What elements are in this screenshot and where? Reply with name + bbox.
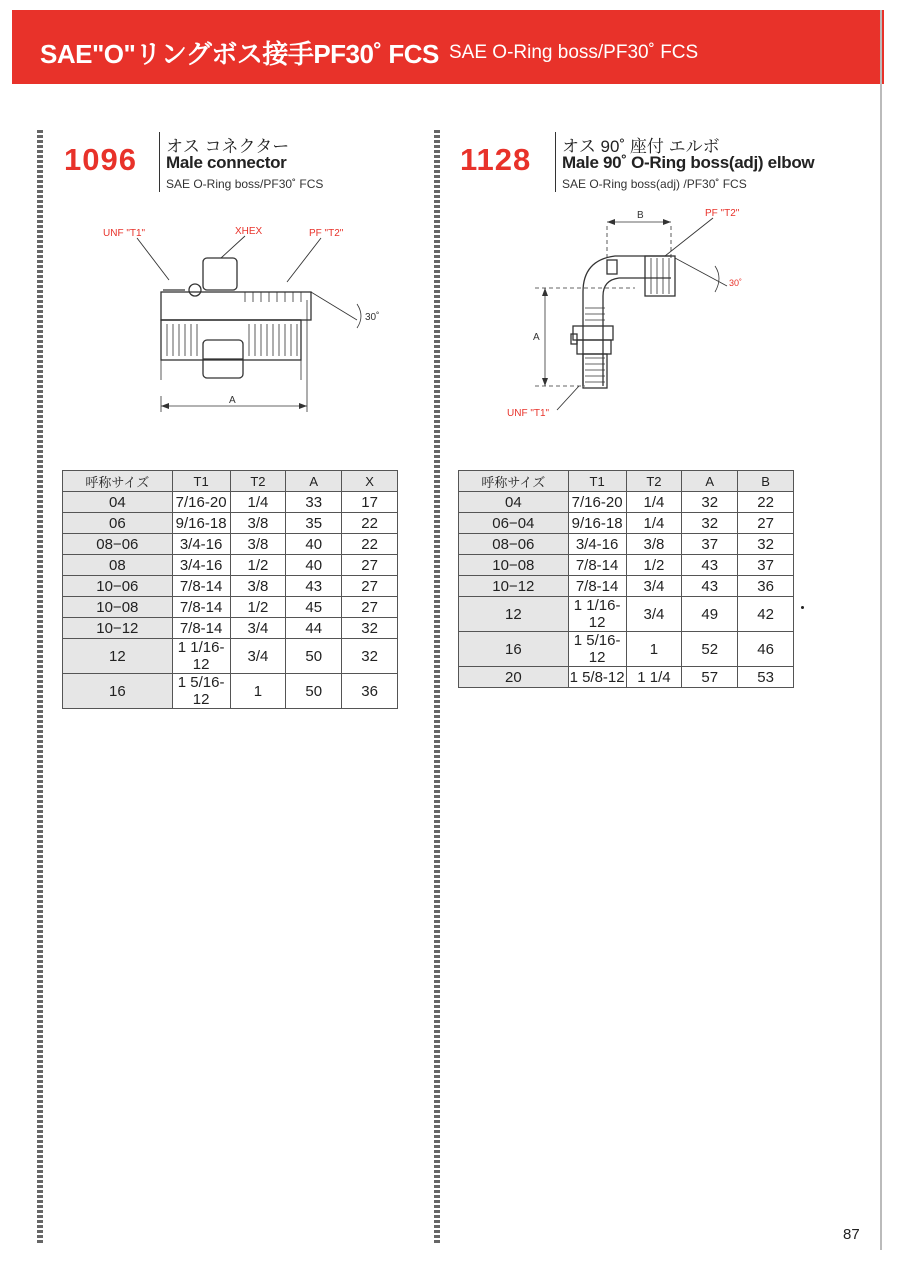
title-separator [159, 132, 160, 192]
label-dim-a: A [229, 395, 236, 406]
cell-t1: 7/16-20 [568, 492, 626, 513]
cell-x: 32 [342, 639, 398, 674]
cell-size: 12 [459, 597, 569, 632]
cell-size: 08 [63, 555, 173, 576]
cell-t2: 1 [230, 674, 286, 709]
cell-t2: 3/4 [230, 618, 286, 639]
page-edge-line [880, 10, 886, 1250]
col-header-a: A [682, 471, 738, 492]
cell-size: 16 [63, 674, 173, 709]
cell-x: 32 [342, 618, 398, 639]
table-row [459, 492, 794, 513]
cell-x: 27 [342, 576, 398, 597]
cell-t1: 7/8-14 [172, 618, 230, 639]
cell-t2: 1/2 [626, 555, 682, 576]
cell-size: 10−06 [63, 576, 173, 597]
cell-x: 27 [342, 597, 398, 618]
cell-t1: 7/8-14 [568, 576, 626, 597]
cell-t2: 3/8 [230, 576, 286, 597]
label-xhex: XHEX [235, 226, 263, 237]
cell-t1: 7/8-14 [568, 555, 626, 576]
cell-size: 06−04 [459, 513, 569, 534]
cell-a: 50 [286, 674, 342, 709]
spec-table-1128 [458, 470, 794, 688]
cell-t2: 1/2 [230, 555, 286, 576]
product-number-1096: 1096 [64, 142, 137, 177]
col-header-size: 呼称サイズ [459, 471, 569, 492]
cell-t2: 3/4 [230, 639, 286, 674]
spec-table-1096 [62, 470, 398, 709]
product-name-en: Male connector [166, 153, 287, 172]
cell-x: 17 [342, 492, 398, 513]
cell-a: 49 [682, 597, 738, 632]
cell-t1: 9/16-18 [172, 513, 230, 534]
cell-b: 37 [738, 555, 794, 576]
cell-t2: 3/4 [626, 576, 682, 597]
product-name-en: Male 90˚ O-Ring boss(adj) elbow [562, 153, 815, 172]
col-header-t2: T2 [230, 471, 286, 492]
product-subtitle: SAE O-Ring boss(adj) /PF30˚ FCS [562, 177, 747, 191]
cell-a: 50 [286, 639, 342, 674]
center-column-divider [434, 130, 440, 1245]
cell-a: 37 [682, 534, 738, 555]
cell-t1: 1 5/16-12 [568, 632, 626, 667]
cell-size: 16 [459, 632, 569, 667]
col-header-t1: T1 [568, 471, 626, 492]
table-row [63, 576, 398, 597]
table-row [63, 555, 398, 576]
cell-a: 40 [286, 534, 342, 555]
col-header-size: 呼称サイズ [63, 471, 173, 492]
cell-b: 27 [738, 513, 794, 534]
table-row [63, 674, 398, 709]
label-dim-a: A [533, 332, 540, 343]
cell-b: 53 [738, 667, 794, 688]
label-unf-t1: UNF "T1" [507, 408, 550, 419]
cell-t2: 3/8 [626, 534, 682, 555]
table-header-row [63, 471, 398, 492]
cell-a: 57 [682, 667, 738, 688]
table-row [63, 597, 398, 618]
cell-b: 46 [738, 632, 794, 667]
product-name-jp: オス コネクター [166, 137, 290, 156]
label-angle: 30˚ [365, 312, 380, 323]
cell-t2: 1 [626, 632, 682, 667]
cell-size: 10−08 [459, 555, 569, 576]
cell-size: 04 [63, 492, 173, 513]
cell-a: 52 [682, 632, 738, 667]
cell-x: 27 [342, 555, 398, 576]
cell-a: 32 [682, 513, 738, 534]
label-pf-t2: PF "T2" [309, 228, 344, 239]
cell-t1: 1 5/16-12 [172, 674, 230, 709]
cell-t1: 1 5/8-12 [569, 668, 625, 686]
table-row [63, 534, 398, 555]
cell-t1: 3/4-16 [172, 534, 230, 555]
table-header-row [459, 471, 794, 492]
cell-x: 36 [342, 674, 398, 709]
cell-t2: 1/4 [626, 492, 682, 513]
cell-x: 22 [342, 534, 398, 555]
page-number: 87 [843, 1226, 860, 1243]
cell-t2: 1/2 [230, 597, 286, 618]
cell-t2: 3/8 [230, 534, 286, 555]
table-row [459, 555, 794, 576]
cell-b: 36 [738, 576, 794, 597]
stray-dot [801, 606, 804, 609]
label-dim-b: B [637, 210, 644, 221]
table-row [459, 667, 794, 688]
cell-a: 32 [682, 492, 738, 513]
cell-b: 32 [738, 534, 794, 555]
cell-size: 10−12 [63, 618, 173, 639]
label-pf-t2: PF "T2" [705, 208, 740, 219]
table-row [63, 618, 398, 639]
col-header-x: X [342, 471, 398, 492]
cell-a: 43 [682, 576, 738, 597]
male-connector-drawing [95, 220, 395, 420]
table-row [63, 513, 398, 534]
cell-size: 08−06 [459, 534, 569, 555]
table-row [63, 492, 398, 513]
cell-size: 10−12 [459, 576, 569, 597]
title-separator [555, 132, 556, 192]
cell-b: 42 [738, 597, 794, 632]
cell-t1: 9/16-18 [568, 513, 626, 534]
cell-t1: 3/4-16 [568, 534, 626, 555]
cell-size: 06 [63, 513, 173, 534]
elbow-drawing [495, 200, 785, 430]
cell-a: 43 [682, 555, 738, 576]
cell-a: 45 [286, 597, 342, 618]
cell-t2: 1/4 [230, 492, 286, 513]
cell-size: 08−06 [63, 534, 173, 555]
cell-x: 22 [342, 513, 398, 534]
cell-t1: 3/4-16 [172, 555, 230, 576]
cell-t2: 3/4 [626, 597, 682, 632]
left-column-divider [37, 130, 43, 1245]
col-header-t1: T1 [172, 471, 230, 492]
table-row [459, 597, 794, 632]
cell-a: 40 [286, 555, 342, 576]
cell-t1: 1 1/16-12 [172, 639, 230, 674]
cell-t1: 7/8-14 [172, 597, 230, 618]
cell-t1: 7/16-20 [172, 492, 230, 513]
cell-size: 04 [459, 492, 569, 513]
cell-t1: 7/8-14 [172, 576, 230, 597]
label-unf-t1: UNF "T1" [103, 228, 146, 239]
table-row [63, 639, 398, 674]
page-header [12, 10, 884, 84]
cell-a: 43 [286, 576, 342, 597]
cell-a: 44 [286, 618, 342, 639]
product-number-1128: 1128 [460, 142, 532, 177]
table-row [459, 534, 794, 555]
cell-size: 10−08 [63, 597, 173, 618]
cell-size: 20 [459, 667, 569, 688]
product-name-jp: オス 90˚ 座付 エルボ [562, 137, 720, 156]
table-row [459, 576, 794, 597]
header-title-en: SAE O-Ring boss/PF30˚ FCS [449, 42, 699, 63]
cell-t1: 1 1/16-12 [568, 597, 626, 632]
cell-size: 12 [63, 639, 173, 674]
cell-t2: 3/8 [230, 513, 286, 534]
table-row [459, 513, 794, 534]
label-angle: 30˚ [729, 278, 743, 288]
cell-b: 22 [738, 492, 794, 513]
table-row [459, 632, 794, 667]
cell-a: 33 [286, 492, 342, 513]
cell-t2: 1/4 [626, 513, 682, 534]
cell-t2: 1 1/4 [626, 667, 682, 688]
cell-a: 35 [286, 513, 342, 534]
product-subtitle: SAE O-Ring boss/PF30˚ FCS [166, 177, 324, 191]
col-header-t2: T2 [626, 471, 682, 492]
header-title-jp: SAE"O"リングボス接手PF30˚ FCS [40, 39, 439, 69]
col-header-a: A [286, 471, 342, 492]
col-header-b: B [738, 471, 794, 492]
